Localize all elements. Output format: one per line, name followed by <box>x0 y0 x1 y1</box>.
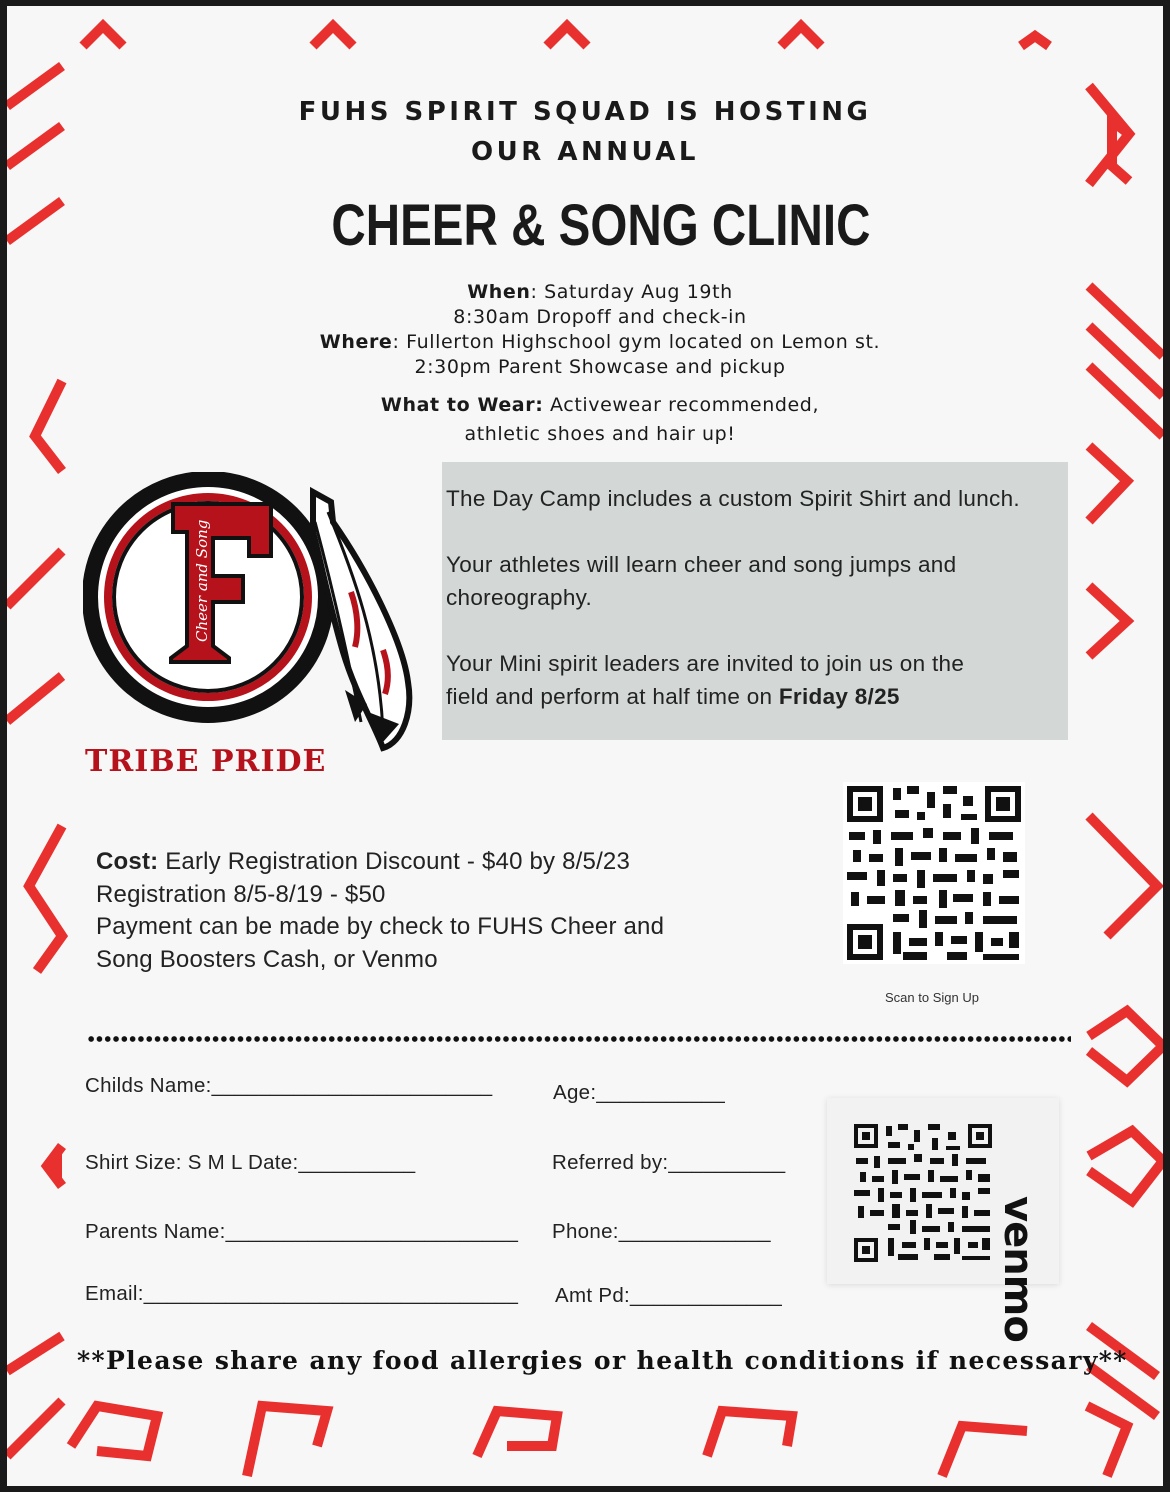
venmo-logo-text: venmo <box>995 1196 1041 1342</box>
age-field[interactable]: Age:___________ <box>553 1081 726 1104</box>
tribe-pride-caption: TRIBE PRIDE <box>85 744 327 779</box>
cost-line-2: Registration 8/5-8/19 - $50 <box>96 880 386 908</box>
camp-shirt-line: The Day Camp includes a custom Spirit Shirt and lunch. <box>446 486 1020 511</box>
when-label: When <box>467 281 531 303</box>
when-line <box>7 280 1163 305</box>
cost-line-3: Payment can be made by check to FUHS Cheer and <box>96 913 665 940</box>
camp-info-box <box>442 462 1068 740</box>
wear-line-2: athletic shoes and hair up! <box>464 423 736 445</box>
camp-invite-text: field and perform at half time on <box>446 684 779 709</box>
camp-learn-line: Your athletes will learn cheer and song jumps and <box>446 552 957 577</box>
when-value: : Saturday Aug 19th <box>530 281 733 303</box>
camp-invite-line: Your Mini spirit leaders are invited to join us on the <box>446 651 965 676</box>
camp-invite-line-2 <box>446 680 900 713</box>
signup-qr-code[interactable] <box>843 782 1025 964</box>
referred-by-field[interactable]: Referred by:__________ <box>552 1151 786 1174</box>
cost-label: Cost: <box>96 848 159 875</box>
shirt-size-date-field[interactable]: Shirt Size: S M L Date:__________ <box>85 1151 416 1174</box>
cost-section <box>96 846 664 976</box>
parents-name-field[interactable]: Parents Name:_________________________ <box>85 1220 519 1243</box>
camp-invite-date: Friday 8/25 <box>778 684 900 709</box>
wear-label: What to Wear: <box>380 394 544 416</box>
dropoff-line: 8:30am Dropoff and check-in <box>453 306 747 328</box>
cost-line-4: Song Boosters Cash, or Venmo <box>96 945 438 973</box>
cost-early: Early Registration Discount - $40 by 8/5/23 <box>158 848 631 875</box>
flyer-page <box>7 6 1163 1486</box>
venmo-qr-code[interactable] <box>852 1122 994 1264</box>
amt-pd-field[interactable]: Amt Pd:_____________ <box>555 1284 783 1307</box>
wear-value: Activewear recommended, <box>543 394 820 416</box>
where-label: Where <box>319 331 393 353</box>
child-name-field[interactable]: Childs Name:________________________ <box>85 1074 493 1097</box>
cost-line-1 <box>96 846 664 879</box>
pickup-line: 2:30pm Parent Showcase and pickup <box>414 356 786 378</box>
hosting-line-2: OUR ANNUAL <box>471 137 699 167</box>
scan-to-sign-up-caption: Scan to Sign Up <box>885 990 979 1005</box>
hosting-heading <box>7 92 1163 172</box>
phone-field[interactable]: Phone:_____________ <box>552 1220 771 1243</box>
where-line <box>7 330 1163 355</box>
logo-script-text: Cheer and Song <box>193 519 211 642</box>
email-field[interactable]: Email:________________________________ <box>85 1282 519 1305</box>
tribe-logo <box>83 472 423 754</box>
wear-line <box>7 393 1163 418</box>
cut-line-divider <box>87 1035 1071 1043</box>
hosting-line-1: FUHS SPIRIT SQUAD IS HOSTING <box>298 97 872 127</box>
camp-learn-line-2: choreography. <box>446 585 593 610</box>
page-title: CHEER & SONG CLINIC <box>331 193 871 258</box>
allergy-note: **Please share any food allergies or health conditions if necessary** <box>77 1346 1128 1375</box>
where-value: : Fullerton Highschool gym located on Lemon st. <box>392 331 881 353</box>
